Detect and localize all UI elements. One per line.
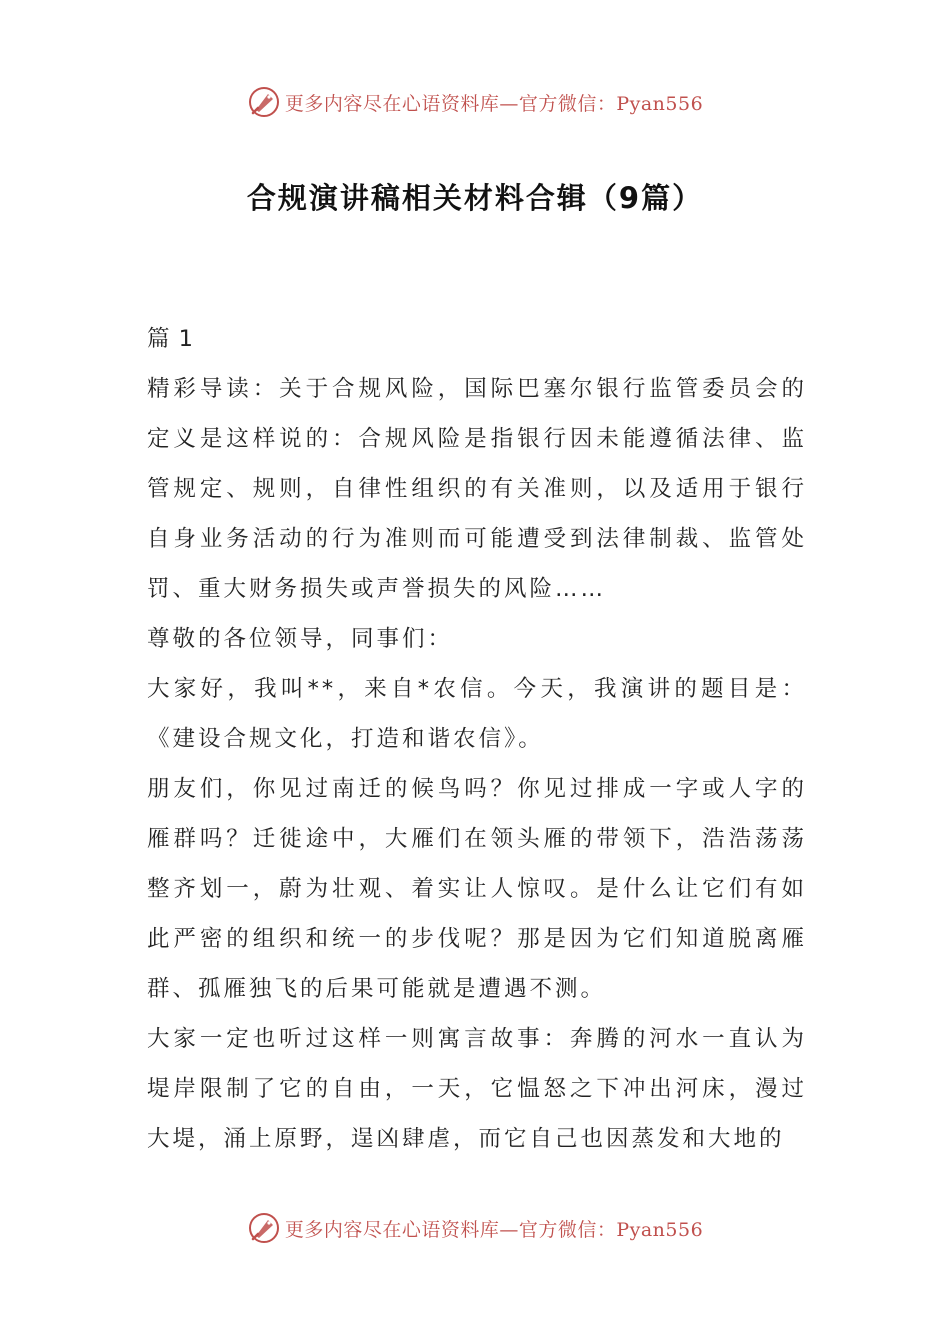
footer-watermark	[0, 1208, 950, 1248]
document-body	[147, 314, 807, 1164]
pen-nib-logo-icon	[247, 1211, 281, 1245]
paragraph-self-intro: 大家好，我叫**，来自*农信。今天，我演讲的题目是：《建设合规文化，打造和谐农信》。	[147, 676, 807, 752]
header-watermark	[0, 82, 950, 122]
wechat-id: Pyan556	[616, 1218, 704, 1241]
watermark-text: 更多内容尽在心语资料库—官方微信：Pyan556	[284, 92, 704, 115]
watermark-text: 更多内容尽在心语资料库—官方微信：Pyan556	[284, 1218, 704, 1241]
section-label: 篇 1	[147, 326, 194, 352]
paragraph-fable: 大家一定也听过这样一则寓言故事：奔腾的河水一直认为堤岸限制了它的自由，一天，它愠怒之下冲出河床，漫过大堤，涌上原野，逞凶肆虐，而它自己也因蒸发和大地的	[147, 1026, 807, 1152]
paragraph-greeting: 尊敬的各位领导，同事们：	[147, 626, 454, 652]
wechat-id: Pyan556	[616, 92, 704, 115]
pen-nib-logo-icon	[247, 85, 281, 119]
paragraph-intro: 精彩导读：关于合规风险，国际巴塞尔银行监管委员会的定义是这样说的：合规风险是指银行因未能遵循法律、监管规定、规则，自律性组织的有关准则，以及适用于银行自身业务活动的行为准则而可能遭受到法律制裁、监管处罚、重大财务损失或声誉损失的风险……	[147, 376, 807, 602]
document-title: 合规演讲稿相关材料合辑（9篇）	[246, 181, 704, 215]
paragraph-geese: 朋友们，你见过南迁的候鸟吗？你见过排成一字或人字的雁群吗？迁徙途中，大雁们在领头雁的带领下，浩浩荡荡整齐划一，蔚为壮观、着实让人惊叹。是什么让它们有如此严密的组织和统一的步伐呢？那是因为它们知道脱离雁群、孤雁独飞的后果可能就是遭遇不测。	[147, 776, 807, 1002]
